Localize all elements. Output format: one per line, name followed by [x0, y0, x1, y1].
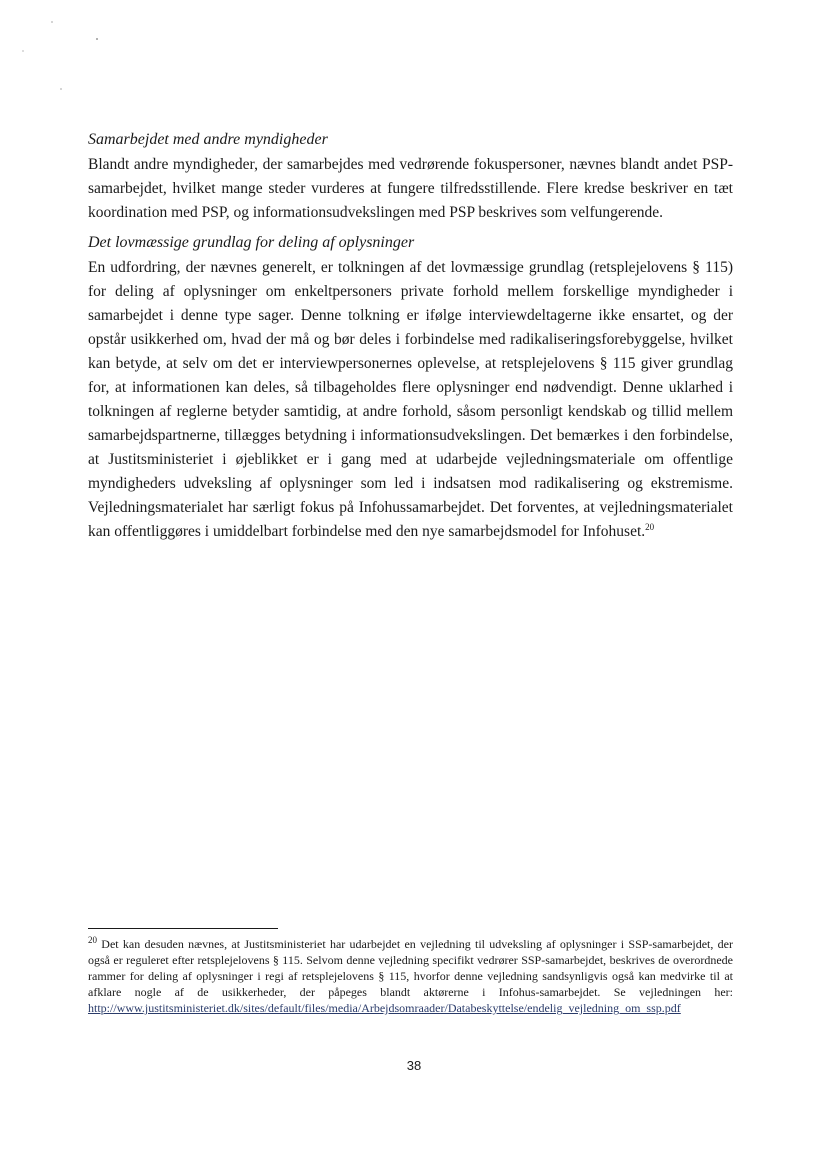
- paragraph-legal-basis: [88, 256, 733, 544]
- scan-speck: [51, 21, 53, 23]
- paragraph-legal-basis-text: En udfordring, der nævnes generelt, er tolkningen af det lovmæssige grundlag (retsplejelovens § 115) for deling af oplysninger om enkeltpersoners private forhold mellem forskellige myndigheder i samarbejdet i denne type sager. Denne tolkning er ifølge interviewdeltagerne ikke ensartet, og der opstår usikkerhed om, hvad der må og bør deles i forbindelse med radikaliseringsforebyggelse, hvilket kan betyde, at selv om det er interviewpersonernes oplevelse, at retsplejelovens § 115 giver grundlag for, at informationen kan deles, så tilbageholdes flere oplysninger end nødvendigt. Denne uklarhed i tolkningen af reglerne betyder samtidig, at andre forhold, såsom personligt kendskab og tillid mellem samarbejdspartnerne, tillægges betydning i informationsudvekslingen. Det bemærkes i den forbindelse, at Justitsministeriet i øjeblikket er i gang med at udarbejde vejledningsmateriale om offentlige myndigheders udveksling af oplysninger som led i indsatsen mod radikalisering og ekstremisme. Vejledningsmaterialet har særligt fokus på Infohussamarbejdet. Det forventes, at vejledningsmaterialet kan offentliggøres i umiddelbart forbindelse med den nye samarbejdsmodel for Infohuset.: [88, 259, 733, 540]
- footnote-number: 20: [88, 935, 97, 945]
- main-content: [88, 128, 733, 550]
- footnote: [88, 936, 733, 1016]
- section-heading-cooperation: Samarbejdet med andre myndigheder: [88, 131, 328, 148]
- footnote-link[interactable]: http://www.justitsministeriet.dk/sites/default/files/media/Arbejdsomraader/Databeskyttelse/endelig_vejledning_om_ssp.pdf: [88, 1001, 681, 1015]
- footnote-separator: [88, 928, 278, 929]
- scan-speck: [22, 50, 24, 52]
- page-number: 38: [406, 1058, 422, 1073]
- section-heading-legal-basis: Det lovmæssige grundlag for deling af oplysninger: [88, 234, 415, 251]
- scan-speck: [96, 38, 98, 40]
- footnote-text: Det kan desuden nævnes, at Justitsministeriet har udarbejdet en vejledning til udveksling af oplysninger i SSP-samarbejdet, der også er reguleret efter retsplejelovens § 115. Selvom denne vejledning specifikt vedrører SSP-samarbejdet, beskrives de overordnede rammer for deling af oplysninger i regi af retsplejelovens § 115, hvorfor denne vejledning sandsynligvis også kan medvirke til at afklare nogle af de usikkerheder, der påpeges blandt aktørerne i Infohus-samarbejdet. Se vejledningen her:: [88, 937, 733, 999]
- scan-speck: [60, 88, 62, 90]
- paragraph-cooperation: Blandt andre myndigheder, der samarbejdes med vedrørende fokuspersoner, nævnes blandt andet PSP-samarbejdet, hvilket mange steder vurderes at fungere tilfredsstillende. Flere kredse beskriver en tæt koordination med PSP, og informationsudvekslingen med PSP beskrives som velfungerende.: [88, 156, 733, 221]
- footnote-reference[interactable]: 20: [645, 521, 655, 532]
